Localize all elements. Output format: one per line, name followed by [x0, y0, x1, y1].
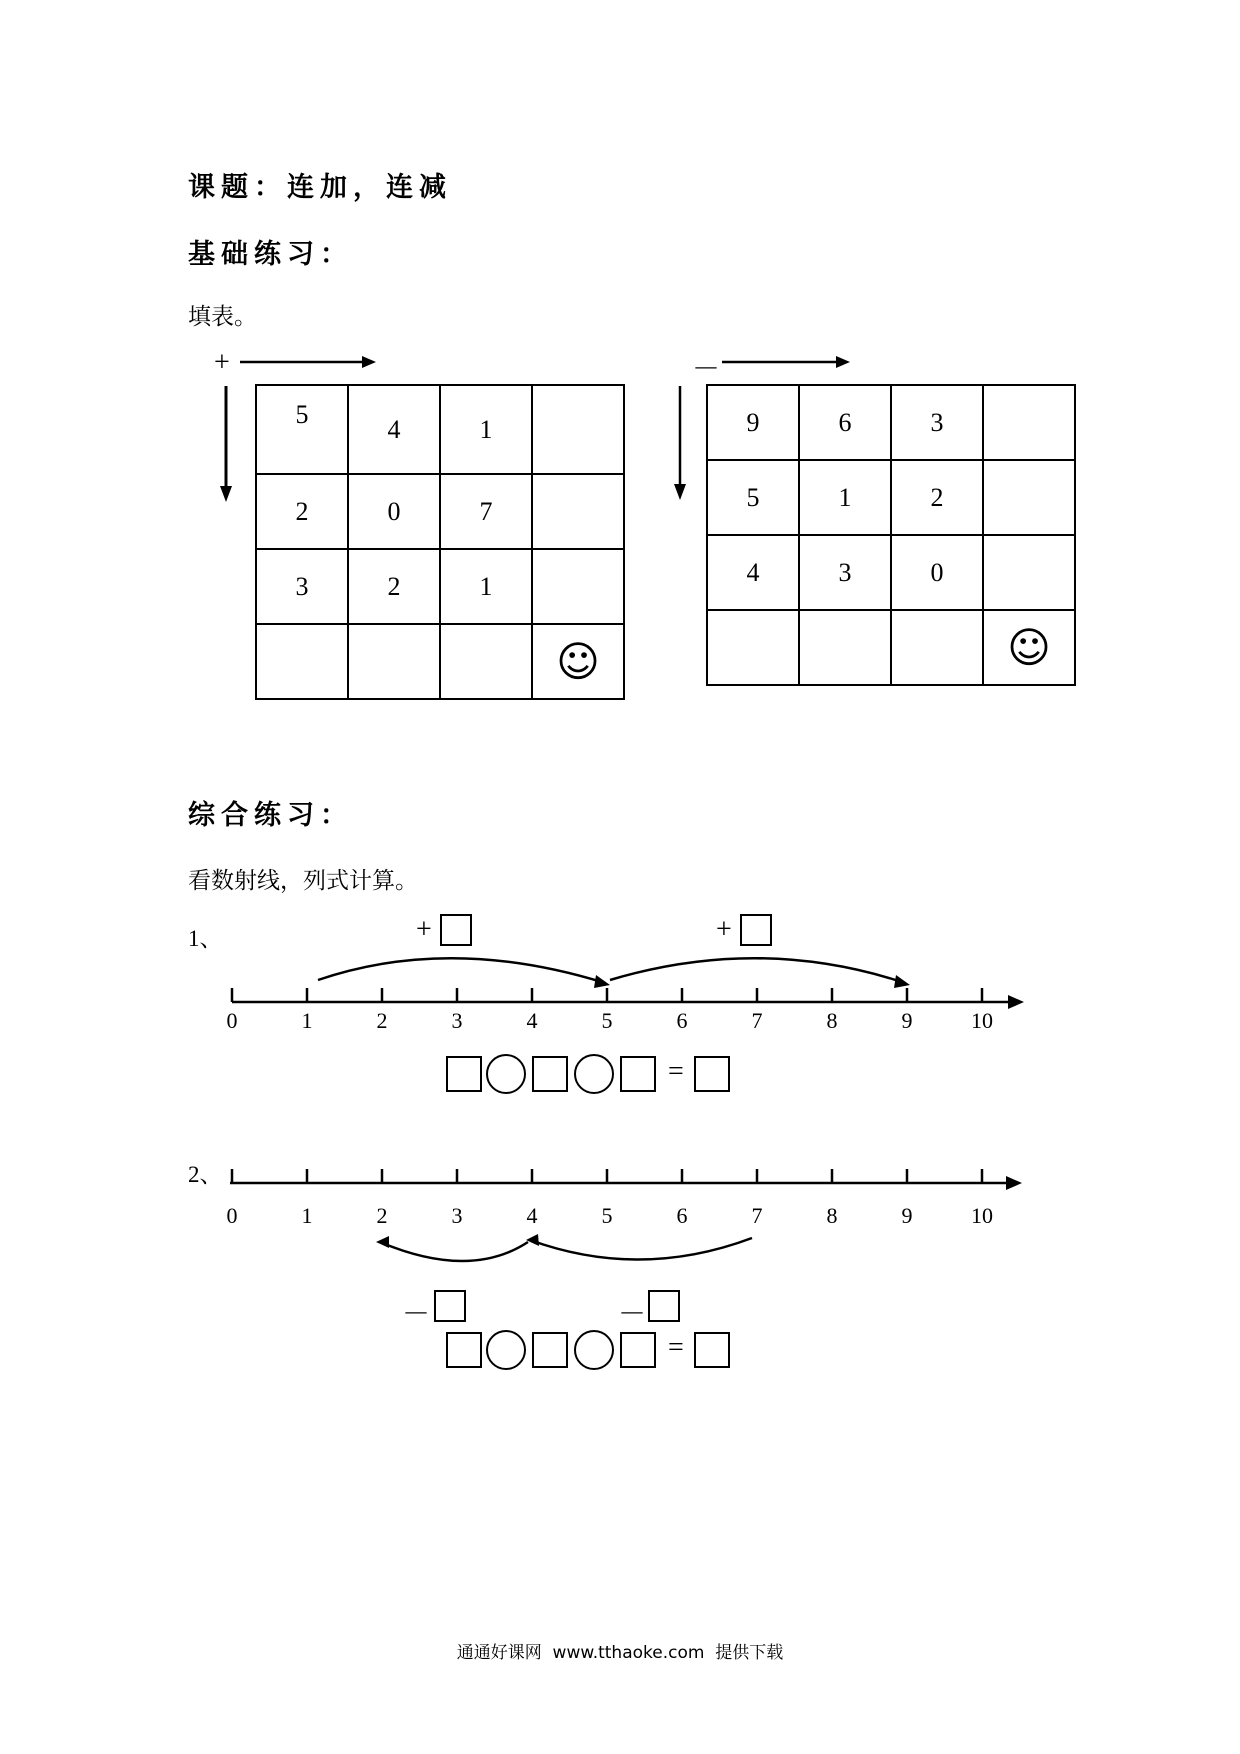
answer-box[interactable] — [648, 1290, 680, 1322]
minus-operator: － — [402, 1299, 431, 1330]
table-cell: 3 — [256, 549, 348, 624]
tick-marks-1 — [232, 988, 982, 1002]
table-cell-blank[interactable] — [532, 474, 624, 549]
table-cell: 7 — [440, 474, 532, 549]
plus-operator: + — [416, 914, 432, 945]
table-cell-blank[interactable] — [891, 610, 983, 685]
table-cell: 2 — [348, 549, 440, 624]
tick-label: 9 — [901, 1008, 913, 1033]
table-cell-blank[interactable] — [532, 549, 624, 624]
table-cell: 1 — [440, 385, 532, 474]
answer-box[interactable] — [434, 1290, 466, 1322]
table-cell: 0 — [891, 535, 983, 610]
plus-operator: + — [716, 914, 732, 945]
addition-table — [255, 384, 625, 700]
tick-label: 1 — [301, 1203, 313, 1228]
tick-label: 5 — [601, 1008, 613, 1033]
tick-label: 10 — [971, 1203, 993, 1228]
table-cell: 2 — [256, 474, 348, 549]
table-cell: 3 — [891, 385, 983, 460]
tick-label: 2 — [376, 1203, 388, 1228]
table-cell-blank[interactable] — [983, 535, 1075, 610]
tick-label: 7 — [751, 1203, 763, 1228]
equals-sign: = — [668, 1056, 684, 1087]
down-arrow-icon — [214, 386, 238, 506]
section-heading-comprehensive: 综合练习： — [188, 800, 353, 831]
table-cell: 5 — [707, 460, 799, 535]
table-cell-blank[interactable] — [707, 610, 799, 685]
tick-label: 0 — [226, 1203, 238, 1228]
equation-box[interactable] — [446, 1056, 482, 1092]
problem-label: 2、 — [188, 1162, 223, 1187]
tick-label: 10 — [971, 1008, 993, 1033]
down-arrow-icon — [668, 386, 692, 506]
table-cell-blank[interactable] — [983, 460, 1075, 535]
table-cell-blank[interactable] — [799, 610, 891, 685]
table-row — [256, 624, 624, 699]
problem-label: 1、 — [188, 926, 223, 951]
page-title: 课题：连加，连减 — [188, 172, 452, 203]
table-cell: 4 — [348, 385, 440, 474]
equation-box[interactable] — [532, 1056, 568, 1092]
table-cell: 3 — [799, 535, 891, 610]
table-cell: 1 — [440, 549, 532, 624]
tick-label: 1 — [301, 1008, 313, 1033]
table-cell: 5 — [256, 385, 348, 474]
tick-label: 8 — [826, 1008, 838, 1033]
table-cell-blank[interactable] — [983, 385, 1075, 460]
table-cell: 1 — [799, 460, 891, 535]
right-arrow-icon — [240, 352, 380, 372]
operator-circle[interactable] — [486, 1330, 526, 1370]
table-cell: 9 — [707, 385, 799, 460]
equals-sign: = — [668, 1332, 684, 1363]
tick-label: 6 — [676, 1008, 688, 1033]
tick-marks-2 — [232, 1169, 982, 1183]
operator-circle[interactable] — [574, 1054, 614, 1094]
table-row — [707, 535, 1075, 610]
instruction-fill-table: 填表。 — [188, 304, 257, 330]
minus-operator: － — [692, 354, 721, 385]
table-cell-blank[interactable] — [256, 624, 348, 699]
table-row — [256, 474, 624, 549]
table-row — [256, 549, 624, 624]
footer-text: 通通好课网 www.tthaoke.com 提供下载 — [456, 1643, 784, 1663]
plus-operator: + — [214, 347, 230, 378]
equation-box[interactable] — [620, 1332, 656, 1368]
tick-label: 3 — [451, 1203, 463, 1228]
equation-box[interactable] — [620, 1056, 656, 1092]
tick-label: 9 — [901, 1203, 913, 1228]
equation-box[interactable] — [446, 1332, 482, 1368]
tick-label: 8 — [826, 1203, 838, 1228]
tick-label: 2 — [376, 1008, 388, 1033]
subtraction-table — [706, 384, 1076, 686]
table-cell-blank[interactable] — [348, 624, 440, 699]
tick-label: 4 — [526, 1203, 538, 1228]
table-cell: 0 — [348, 474, 440, 549]
tick-label: 7 — [751, 1008, 763, 1033]
table-cell: 6 — [799, 385, 891, 460]
tick-label: 4 — [526, 1008, 538, 1033]
table-row — [707, 460, 1075, 535]
table-row — [707, 385, 1075, 460]
tick-label: 0 — [226, 1008, 238, 1033]
section-heading-basic: 基础练习： — [188, 239, 353, 270]
result-box[interactable] — [694, 1332, 730, 1368]
operator-circle[interactable] — [486, 1054, 526, 1094]
equation-box[interactable] — [532, 1332, 568, 1368]
tick-label: 5 — [601, 1203, 613, 1228]
result-box[interactable] — [694, 1056, 730, 1092]
instruction-number-line: 看数射线，列式计算。 — [188, 868, 418, 894]
table-row — [707, 610, 1075, 685]
minus-operator: － — [618, 1299, 647, 1330]
right-arrow-icon — [722, 352, 862, 372]
tick-label: 3 — [451, 1008, 463, 1033]
operator-circle[interactable] — [574, 1330, 614, 1370]
tick-label: 6 — [676, 1203, 688, 1228]
smiley-icon: ☺ — [983, 610, 1075, 685]
table-cell: 2 — [891, 460, 983, 535]
table-row — [256, 385, 624, 474]
table-cell-blank[interactable] — [440, 624, 532, 699]
smiley-icon: ☺ — [532, 624, 624, 699]
table-cell: 4 — [707, 535, 799, 610]
table-cell-blank[interactable] — [532, 385, 624, 474]
